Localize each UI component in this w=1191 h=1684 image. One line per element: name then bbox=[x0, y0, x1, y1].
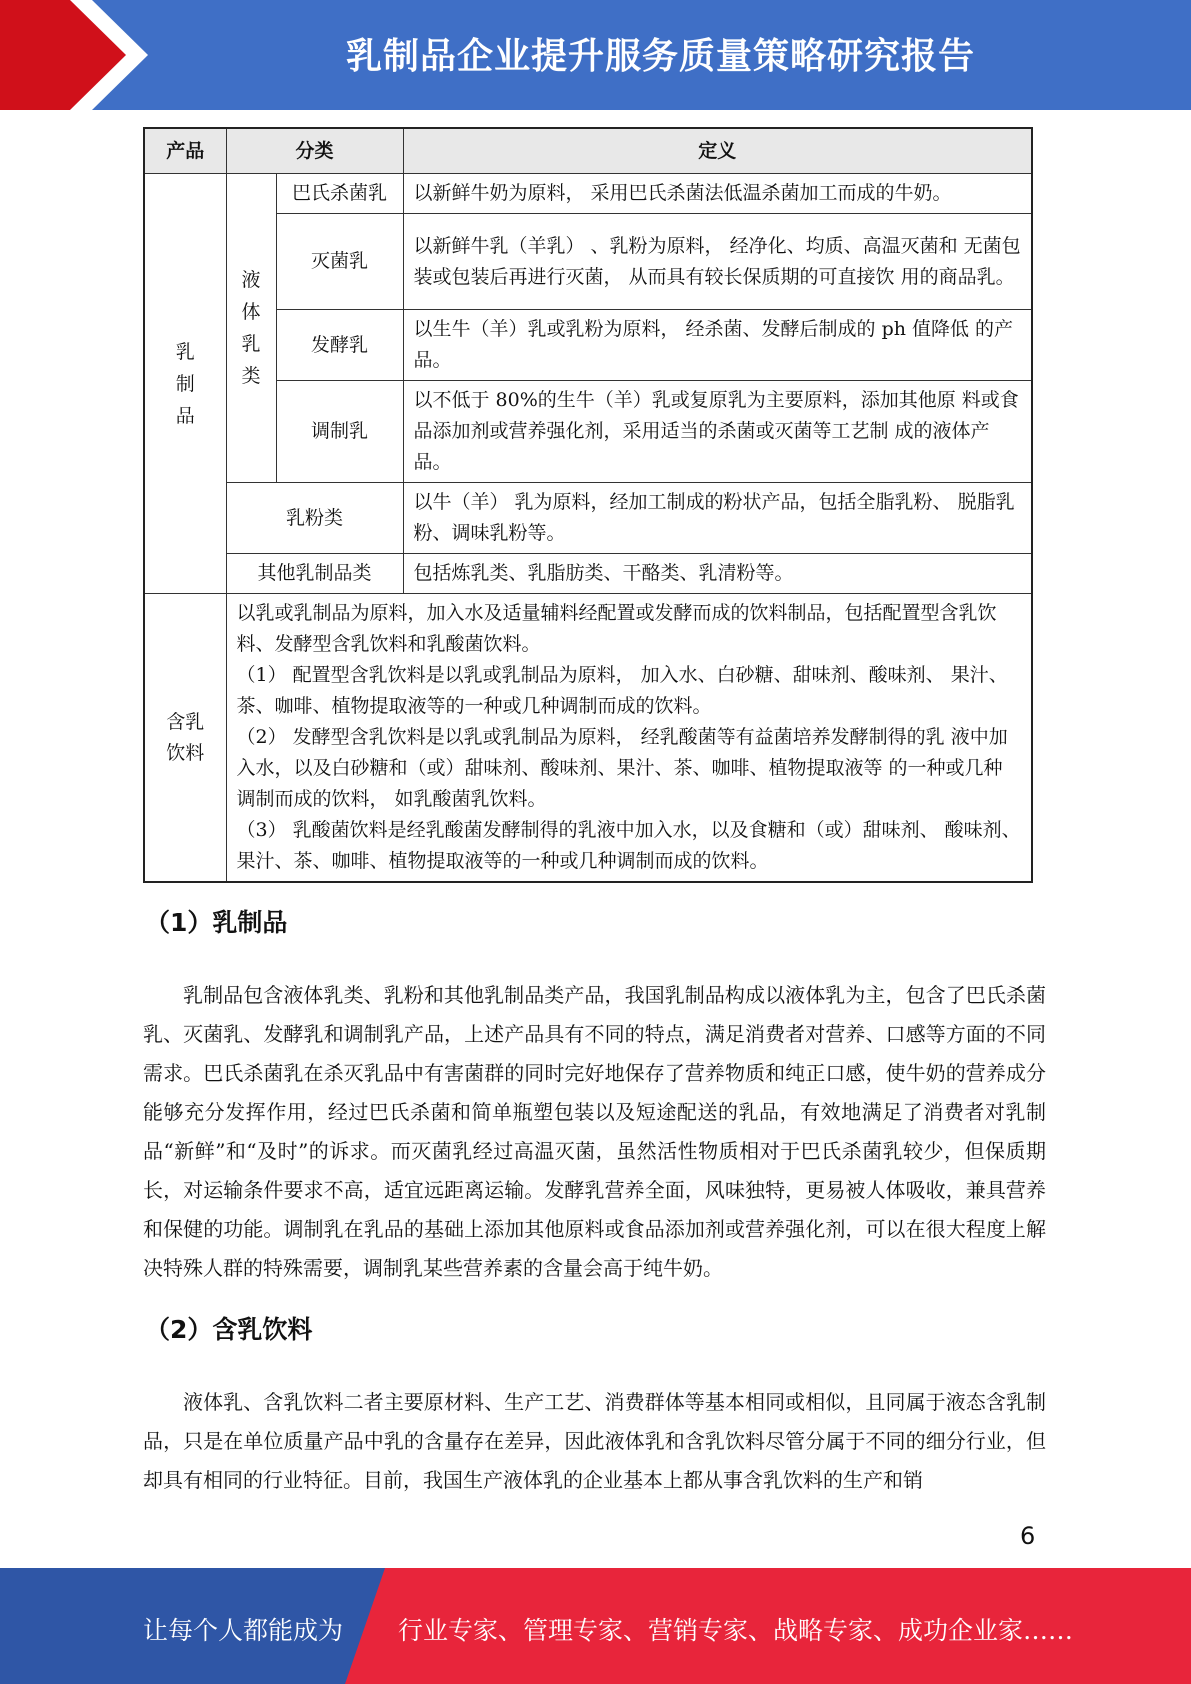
table-row bbox=[144, 483, 1032, 554]
liquid-milk-label: 液 体 乳 类 bbox=[226, 174, 276, 483]
page-header bbox=[0, 0, 1191, 110]
dairy-definition-table bbox=[143, 127, 1033, 883]
header-category: 分类 bbox=[226, 128, 403, 174]
row-def-modified: 以不低于 80%的生牛（羊）乳或复原乳为主要原料，添加其他原 料或食品添加剂或营养强化剂，采用适当的杀菌或灭菌等工艺制 成的液体产品。 bbox=[403, 381, 1032, 483]
row-name-other: 其他乳制品类 bbox=[226, 554, 403, 594]
table-header-row bbox=[144, 128, 1032, 174]
row-name-fermented: 发酵乳 bbox=[276, 310, 403, 381]
table-row bbox=[144, 381, 1032, 483]
table-row bbox=[144, 310, 1032, 381]
page-number: 6 bbox=[1020, 1522, 1036, 1550]
dairy-label: 乳 制 品 bbox=[144, 174, 226, 594]
table-row bbox=[144, 214, 1032, 310]
row-def-other: 包括炼乳类、乳脂肪类、干酪类、乳清粉等。 bbox=[403, 554, 1032, 594]
table-row bbox=[144, 554, 1032, 594]
header-title: 乳制品企业提升服务质量策略研究报告 bbox=[345, 36, 975, 77]
section-heading-dairy: （1）乳制品 bbox=[145, 908, 288, 937]
section-paragraph-milk-drink: 液体乳、含乳饮料二者主要原材料、生产工艺、消费群体等基本相同或相似，且同属于液态含乳制品，只是在单位质量产品中乳的含量存在差异，因此液体乳和含乳饮料尽管分属于不同的细分行业，但却具有相同的行业特征。目前，我国生产液体乳的企业基本上都从事含乳饮料的生产和销 bbox=[143, 1390, 1046, 1492]
table-row bbox=[144, 174, 1032, 214]
header-definition: 定义 bbox=[403, 128, 1032, 174]
row-def-sterilized: 以新鲜牛乳（羊乳） 、乳粉为原料， 经净化、均质、高温灭菌和 无菌包装或包装后再进行灭菌， 从而具有较长保质期的可直接饮 用的商品乳。 bbox=[403, 214, 1032, 310]
drink-definition bbox=[226, 594, 1032, 883]
drink-def-line: （1） 配置型含乳饮料是以乳或乳制品为原料， 加入水、白砂糖、甜味剂、酸味剂、 果汁、茶、咖啡、植物提取液等的一种或几种调制而成的饮料。 bbox=[236, 664, 1008, 717]
footer-slogan-right: 行业专家、管理专家、营销专家、战略专家、成功企业家…… bbox=[398, 1616, 1074, 1645]
row-def-powder: 以牛（羊） 乳为原料，经加工制成的粉状产品，包括全脂乳粉、 脱脂乳粉、调味乳粉等。 bbox=[403, 483, 1032, 554]
table-row bbox=[144, 594, 1032, 883]
drink-label: 含乳 饮料 bbox=[144, 594, 226, 883]
row-name-modified: 调制乳 bbox=[276, 381, 403, 483]
row-def-pasteurized: 以新鲜牛奶为原料， 采用巴氏杀菌法低温杀菌加工而成的牛奶。 bbox=[403, 174, 1032, 214]
section-heading-milk-drink: （2）含乳饮料 bbox=[145, 1315, 313, 1344]
row-name-powder: 乳粉类 bbox=[226, 483, 403, 554]
header-product: 产品 bbox=[144, 128, 226, 174]
footer-slogan-left: 让每个人都能成为 bbox=[143, 1616, 344, 1645]
drink-def-line: 以乳或乳制品为原料，加入水及适量辅料经配置或发酵而成的饮料制品，包括配置型含乳饮料、发酵型含乳饮料和乳酸菌饮料。 bbox=[236, 602, 997, 655]
drink-def-line: （3） 乳酸菌饮料是经乳酸菌发酵制得的乳液中加入水，以及食糖和（或）甜味剂、 酸味剂、果汁、茶、咖啡、植物提取液等的一种或几种调制而成的饮料。 bbox=[236, 819, 1021, 872]
section-paragraph-dairy: 乳制品包含液体乳类、乳粉和其他乳制品类产品，我国乳制品构成以液体乳为主，包含了巴氏杀菌乳、灭菌乳、发酵乳和调制乳产品，上述产品具有不同的特点，满足消费者对营养、口感等方面的不同需求。巴氏杀菌乳在杀灭乳品中有害菌群的同时完好地保存了营养物质和纯正口感，使牛奶的营养成分能够充分发挥作用，经过巴氏杀菌和简单瓶塑包装以及短途配送的乳品，有效地满足了消费者对乳制品“新鲜”和“及时”的诉求。而灭菌乳经过高温灭菌，虽然活性物质相对于巴氏杀菌乳较少，但保质期长，对运输条件要求不高，适宜远距离运输。发酵乳营养全面，风味独特，更易被人体吸收，兼具营养和保健的功能。调制乳在乳品的基础上添加其他原料或食品添加剂或营养强化剂，可以在很大程度上解决特殊人群的特殊需要，调制乳某些营养素的含量会高于纯牛奶。 bbox=[143, 983, 1046, 1280]
row-name-sterilized: 灭菌乳 bbox=[276, 214, 403, 310]
header-arrow-decoration bbox=[0, 0, 160, 110]
row-def-fermented: 以生牛（羊）乳或乳粉为原料， 经杀菌、发酵后制成的 ph 值降低 的产品。 bbox=[403, 310, 1032, 381]
row-name-pasteurized: 巴氏杀菌乳 bbox=[276, 174, 403, 214]
page-footer bbox=[0, 1568, 1191, 1684]
drink-def-line: （2） 发酵型含乳饮料是以乳或乳制品为原料， 经乳酸菌等有益菌培养发酵制得的乳 液中加入水，以及白砂糖和（或）甜味剂、酸味剂、果汁、茶、咖啡、植物提取液等 的一种或几种调制而成的饮料， 如乳酸菌乳饮料。 bbox=[236, 726, 1008, 810]
